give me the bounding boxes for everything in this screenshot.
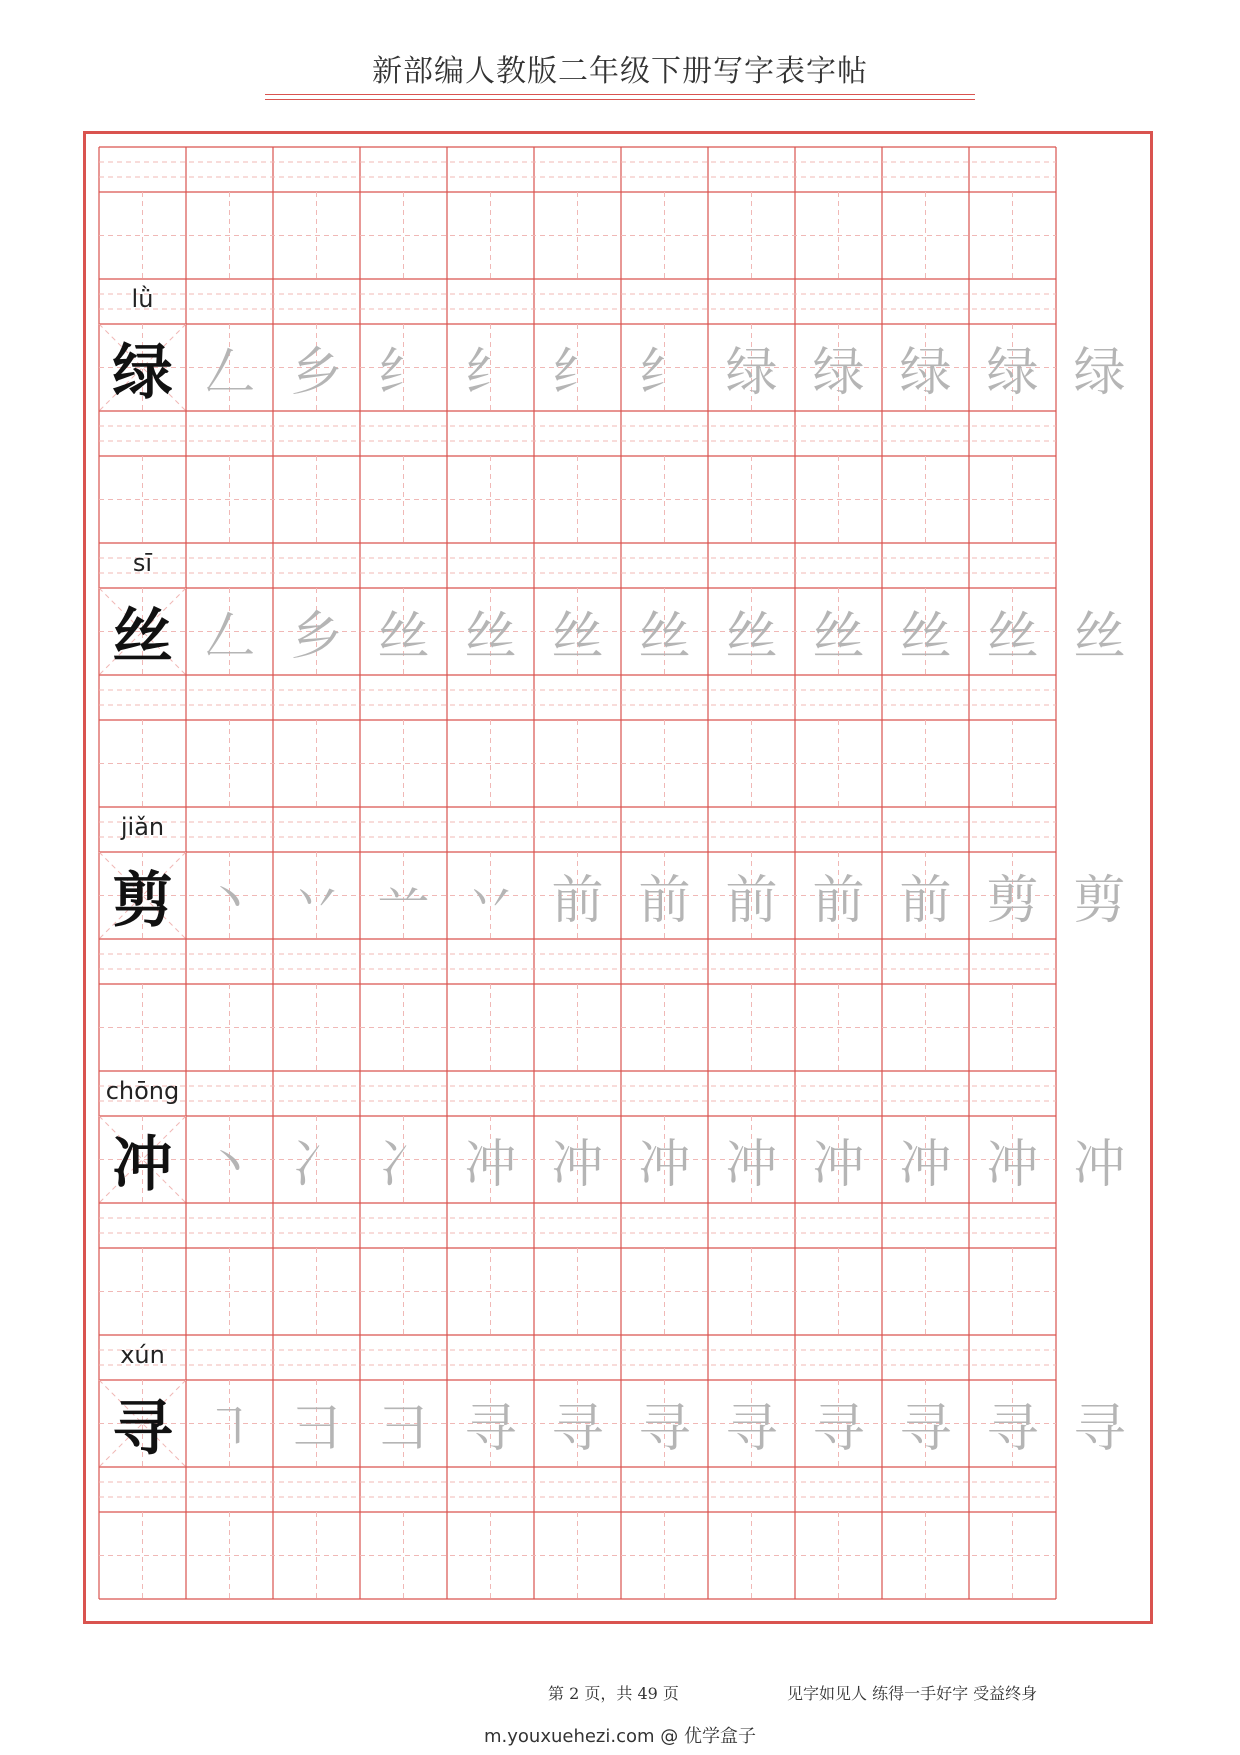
stroke-order-step: 丝 xyxy=(551,607,604,667)
pinyin-label: xún xyxy=(120,1341,165,1369)
stroke-order-step: 丝 xyxy=(638,607,691,667)
stroke-order-step: 寻 xyxy=(986,1399,1039,1459)
stroke-order-step: 丝 xyxy=(812,607,865,667)
stroke-order-step: 纟 xyxy=(638,343,691,403)
stroke-order-step: 丝 xyxy=(725,607,778,667)
stroke-order-step: 纟 xyxy=(377,343,430,403)
stroke-order-step: 丷 xyxy=(290,871,343,931)
stroke-order-step: ㇕ xyxy=(203,1399,256,1459)
stroke-order-step: 冲 xyxy=(986,1135,1039,1195)
stroke-order-step: 冲 xyxy=(1073,1135,1126,1195)
stroke-order-step: 寻 xyxy=(1073,1399,1126,1459)
stroke-order-step: 冲 xyxy=(464,1135,517,1195)
stroke-order-step: 冲 xyxy=(551,1135,604,1195)
stroke-order-step: 丷 xyxy=(464,871,517,931)
stroke-order-step: 彐 xyxy=(377,1399,430,1459)
stroke-order-step: 寻 xyxy=(899,1399,952,1459)
stroke-order-step: 剪 xyxy=(986,871,1039,931)
stroke-order-step: 绿 xyxy=(812,343,865,403)
stroke-order-step: 前 xyxy=(725,871,778,931)
stroke-order-step: 寻 xyxy=(551,1399,604,1459)
stroke-order-step: 冫 xyxy=(377,1135,430,1195)
stroke-order-step: 冲 xyxy=(812,1135,865,1195)
stroke-order-step: 寻 xyxy=(638,1399,691,1459)
stroke-order-step: 冲 xyxy=(899,1135,952,1195)
page-title: 新部编人教版二年级下册写字表字帖 xyxy=(372,54,868,89)
stroke-order-step: 绿 xyxy=(1073,343,1126,403)
stroke-order-step: 丶 xyxy=(203,871,256,931)
stroke-order-step: 丝 xyxy=(377,607,430,667)
stroke-order-step: 冲 xyxy=(638,1135,691,1195)
stroke-order-step: 剪 xyxy=(1073,871,1126,931)
pinyin-label: sī xyxy=(132,549,153,577)
stroke-order-step: 寻 xyxy=(464,1399,517,1459)
stroke-order-step: 纟 xyxy=(551,343,604,403)
stroke-order-step: 前 xyxy=(812,871,865,931)
model-character: 绿 xyxy=(112,337,173,408)
stroke-order-step: 丝 xyxy=(899,607,952,667)
stroke-order-step: 彐 xyxy=(290,1399,343,1459)
pinyin-label: jiǎn xyxy=(120,813,165,841)
stroke-order-step: 丝 xyxy=(986,607,1039,667)
footer-motto: 见字如见人 练得一手好字 受益终身 xyxy=(787,1684,1038,1703)
stroke-order-step: 䒑 xyxy=(377,871,430,931)
stroke-order-step: 绿 xyxy=(986,343,1039,403)
model-character: 丝 xyxy=(112,601,173,672)
stroke-order-step: 𠃋 xyxy=(203,607,256,667)
model-character: 寻 xyxy=(112,1393,173,1464)
model-character: 冲 xyxy=(112,1129,173,1200)
stroke-order-step: 前 xyxy=(638,871,691,931)
stroke-order-step: 乡 xyxy=(290,607,343,667)
stroke-order-step: 寻 xyxy=(725,1399,778,1459)
footer-site: m.youxuehezi.com @ 优学盒子 xyxy=(483,1726,756,1747)
model-character: 剪 xyxy=(112,865,173,936)
stroke-order-step: 前 xyxy=(551,871,604,931)
stroke-order-step: 冲 xyxy=(725,1135,778,1195)
stroke-order-step: 寻 xyxy=(812,1399,865,1459)
pinyin-label: chōng xyxy=(105,1077,180,1105)
stroke-order-step: 乡 xyxy=(290,343,343,403)
practice-sheet xyxy=(83,131,1153,1624)
stroke-order-step: 丝 xyxy=(1073,607,1126,667)
pinyin-label: lǜ xyxy=(131,285,154,313)
stroke-order-step: 𠃋 xyxy=(203,343,256,403)
stroke-order-step: 丶 xyxy=(203,1135,256,1195)
stroke-order-step: 丝 xyxy=(464,607,517,667)
page-number: 第 2 页，共 49 页 xyxy=(548,1684,679,1703)
stroke-order-step: 冫 xyxy=(290,1135,343,1195)
title-rule-bottom xyxy=(265,99,975,100)
stroke-order-step: 纟 xyxy=(464,343,517,403)
stroke-order-step: 绿 xyxy=(899,343,952,403)
stroke-order-step: 前 xyxy=(899,871,952,931)
title-rule-top xyxy=(265,94,975,95)
stroke-order-step: 绿 xyxy=(725,343,778,403)
